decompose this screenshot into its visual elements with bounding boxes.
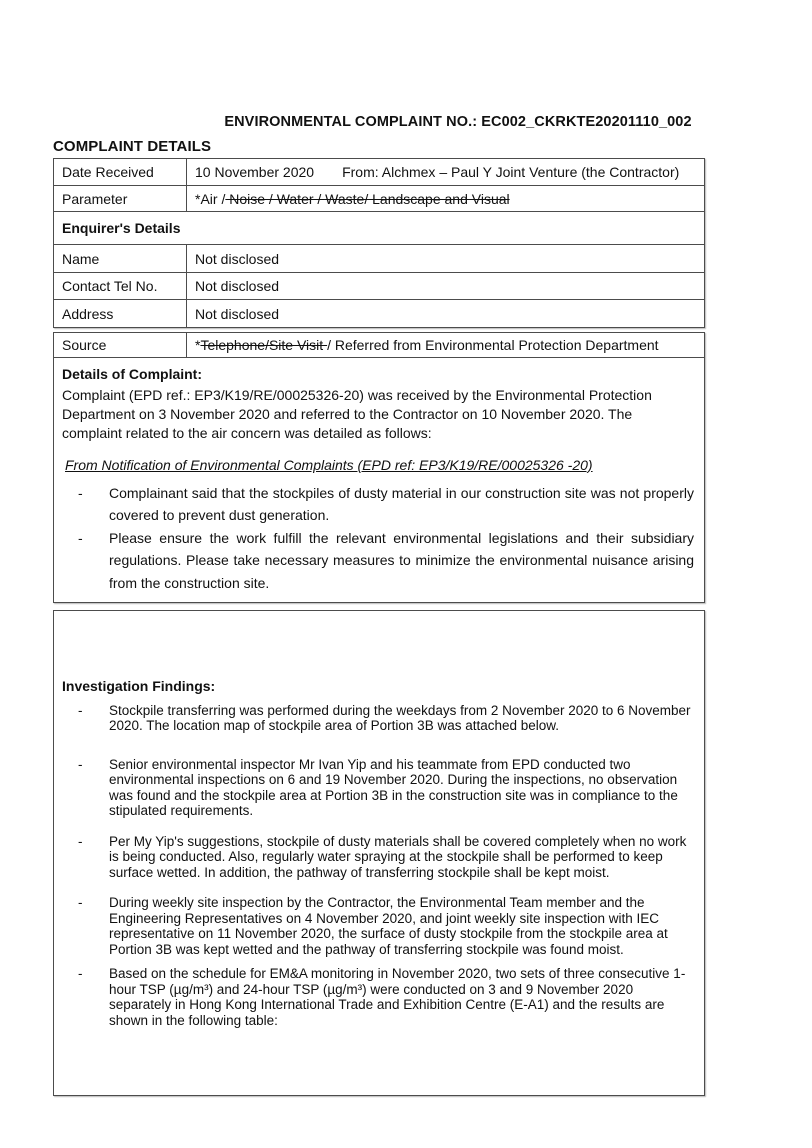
address-label: Address [54,300,187,328]
date-received-date: 10 November 2020 [195,164,315,180]
source-label: Source [54,333,187,358]
investigation-findings-table [53,610,705,1096]
name-value: Not disclosed [187,245,705,273]
list-item: - Stockpile transferring was performed during the weekdays from 2 November 2020 to 6 November 2020. The location map of stockpile area of Portion 3B was attached below. [62,703,694,734]
list-item: - Complainant said that the stockpiles of dusty material in our construction site was not properly covered to prevent dust generation. [62,482,694,527]
date-received-value [187,159,705,186]
table-row [54,186,705,212]
list-item: - Senior environmental inspector Mr Ivan Yip and his teammate from EPD conducted two environmental inspections on 6 and 19 November 2020. During the inspections, no observation was found and the stockpile area at Portion 3B in the construction site was in compliance to the stipulated requirements. [62,757,694,819]
table-row [54,358,705,603]
complaint-intro-paragraph: Complaint (EPD ref.: EP3/K19/RE/00025326-20) was received by the Environmental Protection Department on 3 November 2020 and referred to the Contractor on 10 November 2020. The complaint related to the air concern was detailed as follows: [62,386,652,441]
table-row [54,300,705,328]
document-title: ENVIRONMENTAL COMPLAINT NO.: EC002_CKRKTE20201110_002 [224,114,692,130]
details-of-complaint-heading: Details of Complaint: [62,365,203,382]
table-row [54,611,705,1096]
findings-bullet-list [62,703,694,1029]
details-of-complaint-cell [54,358,705,603]
list-item: - Please ensure the work fulfill the relevant environmental legislations and their subsidiary regulations. Please take necessary measures to minimize the environmental nuisance arising from the construction site. [62,527,694,595]
parameter-value [187,186,705,212]
source-kept-option: / Referred from Environmental Protection Department [327,337,659,353]
table-row [54,245,705,273]
parameter-kept-option: *Air / [195,190,226,207]
notification-reference-heading: From Notification of Environmental Complaints (EPD ref: EP3/K19/RE/00025326 -20) [65,456,593,473]
table-row [54,159,705,186]
complaint-details-heading: COMPLAINT DETAILS [53,138,212,155]
received-from-text: From: Alchmex – Paul Y Joint Venture (the Contractor) [342,164,680,180]
investigation-findings-cell [54,611,705,1096]
list-item: - Per My Yip's suggestions, stockpile of dusty materials shall be covered completely when no work is being conducted. Also, regularly water spraying at the stockpile shall be performed to keep surface wetted. In addition, the pathway of transferring stockpile shall be kept moist. [62,834,694,881]
source-struck-options: Telephone/Site Visit [200,337,328,353]
list-item: - During weekly site inspection by the Contractor, the Environmental Team member and the Engineering Representatives on 4 November 2020, and joint weekly site inspection with IEC representative on 11 November 2020, the surface of dusty stockpile from the stockpile area at Portion 3B was kept wetted and the pathway of transferring stockpile was found moist. [62,895,694,957]
parameter-label: Parameter [54,186,187,212]
complaint-bullet-list [62,482,694,595]
table-row [54,212,705,245]
contact-tel-value: Not disclosed [187,273,705,300]
source-details-table [53,332,705,603]
enquirer-details-heading: Enquirer's Details [54,212,705,245]
table-row [54,333,705,358]
parameter-struck-options: Noise / Water / Waste/ Landscape and Visual [225,190,510,207]
list-item: - Based on the schedule for EM&A monitoring in November 2020, two sets of three consecutive 1-hour TSP (µg/m³) and 24-hour TSP (µg/m³) were conducted on 3 and 9 November 2020 separately in Hong Kong International Trade and Exhibition Centre (E-A1) and the results are shown in the following table: [62,966,694,1028]
date-received-label: Date Received [54,159,187,186]
source-value [187,333,705,358]
contact-tel-label: Contact Tel No. [54,273,187,300]
investigation-findings-heading: Investigation Findings: [62,677,216,694]
name-label: Name [54,245,187,273]
source-prefix: * [195,337,201,353]
complaint-details-table [53,158,705,328]
address-value: Not disclosed [187,300,705,328]
table-row [54,273,705,300]
